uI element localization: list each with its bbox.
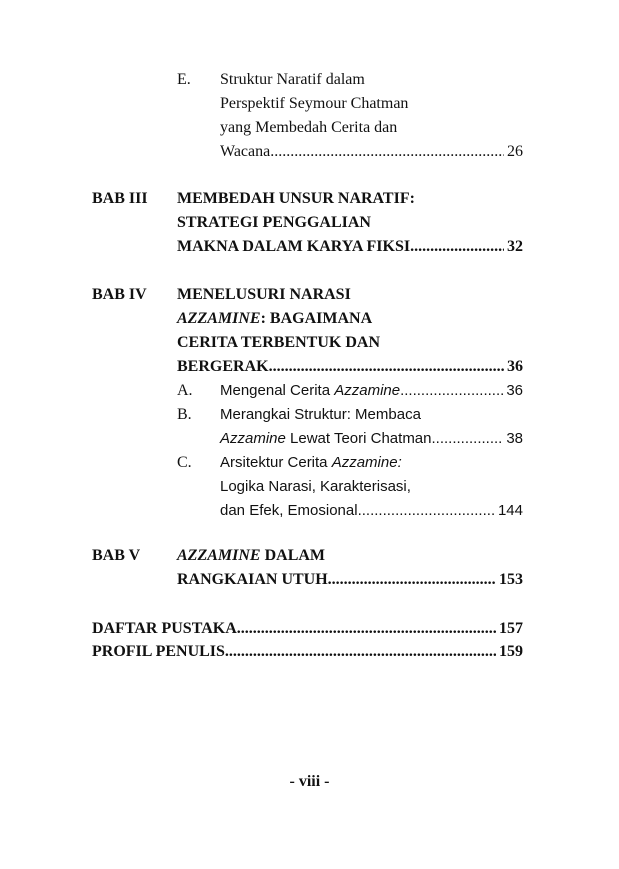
profil-penulis-page: 159 — [499, 643, 523, 660]
daftar-pustaka-label: DAFTAR PUSTAKA — [92, 620, 237, 637]
leader-dots — [328, 568, 496, 592]
bab-iv-line2-rest: : BAGAIMANA — [260, 310, 373, 327]
bab-v-line1-rest: DALAM — [260, 547, 326, 564]
bab-v-line2[interactable] — [177, 568, 523, 592]
entry-b-page: 38 — [506, 430, 523, 447]
bab-iii-line1: MEMBEDAH UNSUR NARATIF: — [177, 190, 415, 207]
entry-a-italic: Azzamine — [334, 382, 401, 399]
entry-c-page: 144 — [497, 502, 523, 519]
page-number: - viii - — [289, 773, 330, 790]
entry-letter-b: B. — [177, 406, 192, 423]
leader-dots — [270, 140, 504, 164]
bab-iv-line1: MENELUSURI NARASI — [177, 286, 351, 303]
entry-e-line1: Struktur Naratif dalam — [220, 71, 365, 88]
entry-letter-e: E. — [177, 71, 191, 88]
entry-a-line1[interactable] — [220, 379, 523, 403]
entry-b-italic: Azzamine — [220, 430, 286, 447]
entry-b-title-end — [220, 427, 432, 451]
entry-e-line3: yang Membedah Cerita dan — [220, 119, 398, 136]
entry-c-italic: Azzamine: — [331, 454, 402, 471]
leader-dots — [358, 499, 495, 523]
bab-iv-line4[interactable] — [177, 355, 523, 379]
leader-dots — [432, 427, 504, 451]
bab-v-page: 153 — [499, 571, 523, 588]
entry-a-title — [220, 379, 400, 403]
entry-letter-c: C. — [177, 454, 192, 471]
leader-dots — [269, 355, 504, 379]
entry-c-line2: Logika Narasi, Karakterisasi, — [220, 478, 411, 495]
bab-iii-line2: STRATEGI PENGGALIAN — [177, 214, 371, 231]
leader-dots — [410, 235, 504, 259]
entry-letter-a: A. — [177, 382, 193, 399]
entry-e-line2: Perspektif Seymour Chatman — [220, 95, 409, 112]
entry-e-line4[interactable] — [220, 140, 523, 164]
bab-v-title-end: RANGKAIAN UTUH — [177, 571, 328, 588]
profil-penulis-entry[interactable] — [92, 640, 523, 664]
entry-a-plain: Mengenal Cerita — [220, 382, 335, 399]
daftar-pustaka-page: 157 — [499, 620, 523, 637]
entry-a-page: 36 — [506, 382, 523, 399]
bab-iii-label: BAB III — [92, 190, 148, 207]
entry-c-title-end: dan Efek, Emosional — [220, 502, 358, 519]
bab-iv-line2 — [177, 307, 372, 331]
bab-iii-page: 32 — [507, 238, 523, 255]
entry-e-title-end: Wacana — [220, 143, 271, 160]
entry-b-line2[interactable] — [220, 427, 523, 451]
bab-v-italic-title: AZZAMINE — [177, 547, 261, 564]
entry-b-line1: Merangkai Struktur: Membaca — [220, 406, 421, 423]
entry-c-line1 — [220, 451, 402, 475]
entry-c-plain: Arsitektur Cerita — [220, 454, 332, 471]
bab-iv-label: BAB IV — [92, 286, 147, 303]
bab-iv-page: 36 — [507, 358, 523, 375]
bab-v-line1 — [177, 544, 325, 568]
leader-dots — [237, 617, 496, 641]
entry-c-line3[interactable] — [220, 499, 523, 523]
profil-penulis-label: PROFIL PENULIS — [92, 643, 225, 660]
bab-iii-title-end: MAKNA DALAM KARYA FIKSI — [177, 238, 411, 255]
bab-v-label: BAB V — [92, 547, 141, 564]
bab-iv-italic-title: AZZAMINE — [177, 310, 261, 327]
leader-dots — [225, 640, 496, 664]
entry-b-rest: Lewat Teori Chatman — [285, 430, 432, 447]
bab-iv-line3: CERITA TERBENTUK DAN — [177, 334, 381, 351]
entry-e-page: 26 — [507, 143, 523, 160]
leader-dots — [400, 379, 503, 403]
daftar-pustaka-entry[interactable] — [92, 617, 523, 641]
bab-iv-title-end: BERGERAK — [177, 358, 269, 375]
bab-iii-line3[interactable] — [177, 235, 523, 259]
